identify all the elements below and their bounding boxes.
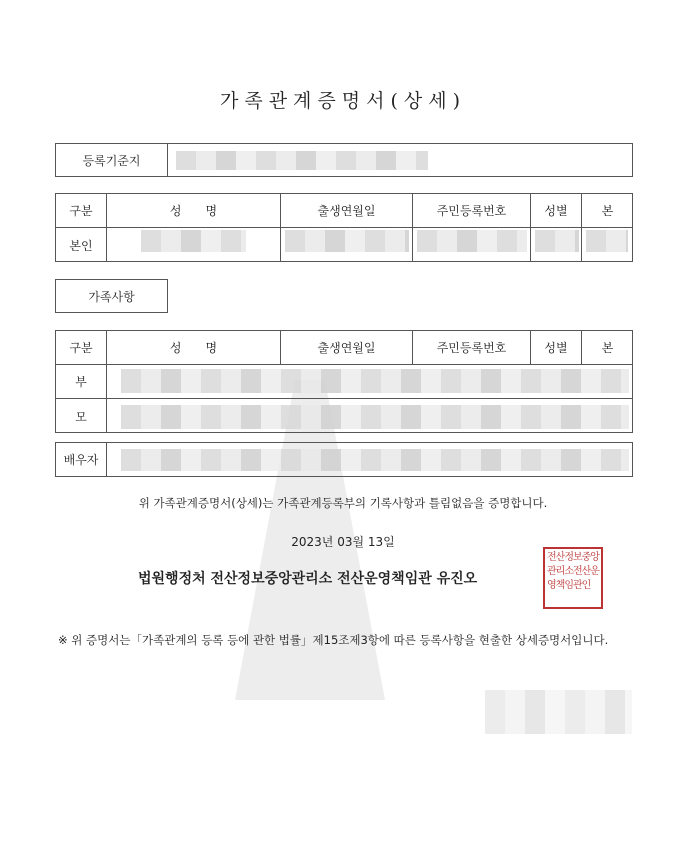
header-category: 구분 [56, 194, 107, 227]
header-sex: 성별 [531, 331, 582, 364]
self-origin-cell [582, 228, 633, 262]
redacted [535, 230, 579, 252]
legal-note: ※ 위 증명서는「가족관계의 등록 등에 관한 법률」제15조제3항에 따른 등록사항을 현출한 상세증명서입니다. [58, 633, 609, 647]
header-name: 성 명 [107, 194, 281, 227]
self-label: 본인 [56, 228, 107, 262]
mother-row [56, 399, 632, 433]
self-row [56, 228, 632, 262]
self-table [55, 193, 633, 262]
self-sex-cell [531, 228, 582, 262]
family-section-label: 가족사항 [88, 289, 135, 304]
official-seal: 전산정보중앙관리소전산운영책임관인 [543, 547, 603, 609]
header-sex: 성별 [531, 194, 582, 227]
header-rrn: 주민등록번호 [413, 331, 531, 364]
header-name: 성 명 [107, 331, 281, 364]
redacted-father-data [121, 369, 629, 393]
header-row [56, 194, 632, 228]
mother-label: 모 [56, 399, 107, 433]
header-category: 구분 [56, 331, 107, 364]
spouse-label: 배우자 [56, 443, 107, 476]
header-rrn: 주민등록번호 [413, 194, 531, 227]
certify-text: 위 가족관계증명서(상세)는 가족관계등록부의 기록사항과 틀림없음을 증명합니다. [138, 496, 548, 510]
header-birth: 출생연월일 [281, 194, 413, 227]
header-birth: 출생연월일 [281, 331, 413, 364]
registration-box [55, 143, 633, 177]
header-origin: 본 [601, 341, 614, 355]
father-label: 부 [56, 365, 107, 398]
family-section-label-box [55, 279, 168, 313]
redacted-address [176, 151, 428, 170]
redacted [285, 230, 409, 252]
self-name-cell [107, 228, 281, 262]
header-row [56, 331, 632, 365]
redacted-spouse-data [121, 449, 629, 471]
self-birth-cell [281, 228, 413, 262]
redacted [417, 230, 527, 252]
self-rrn-cell [413, 228, 531, 262]
issuer: 법원행정처 전산정보중앙관리소 전산운영책임관 유진오 [138, 571, 478, 587]
registration-label: 등록기준지 [56, 144, 168, 176]
redacted [586, 230, 628, 252]
document-title: 가족관계증명서(상세) [219, 90, 466, 112]
redacted [141, 230, 246, 252]
header-origin: 본 [601, 204, 614, 218]
redacted-mother-data [121, 405, 629, 429]
issue-date: 2023년 03월 13일 [291, 535, 395, 549]
spouse-box [55, 442, 633, 477]
father-row [56, 365, 632, 399]
family-table [55, 330, 633, 433]
redacted-footer [485, 690, 632, 734]
